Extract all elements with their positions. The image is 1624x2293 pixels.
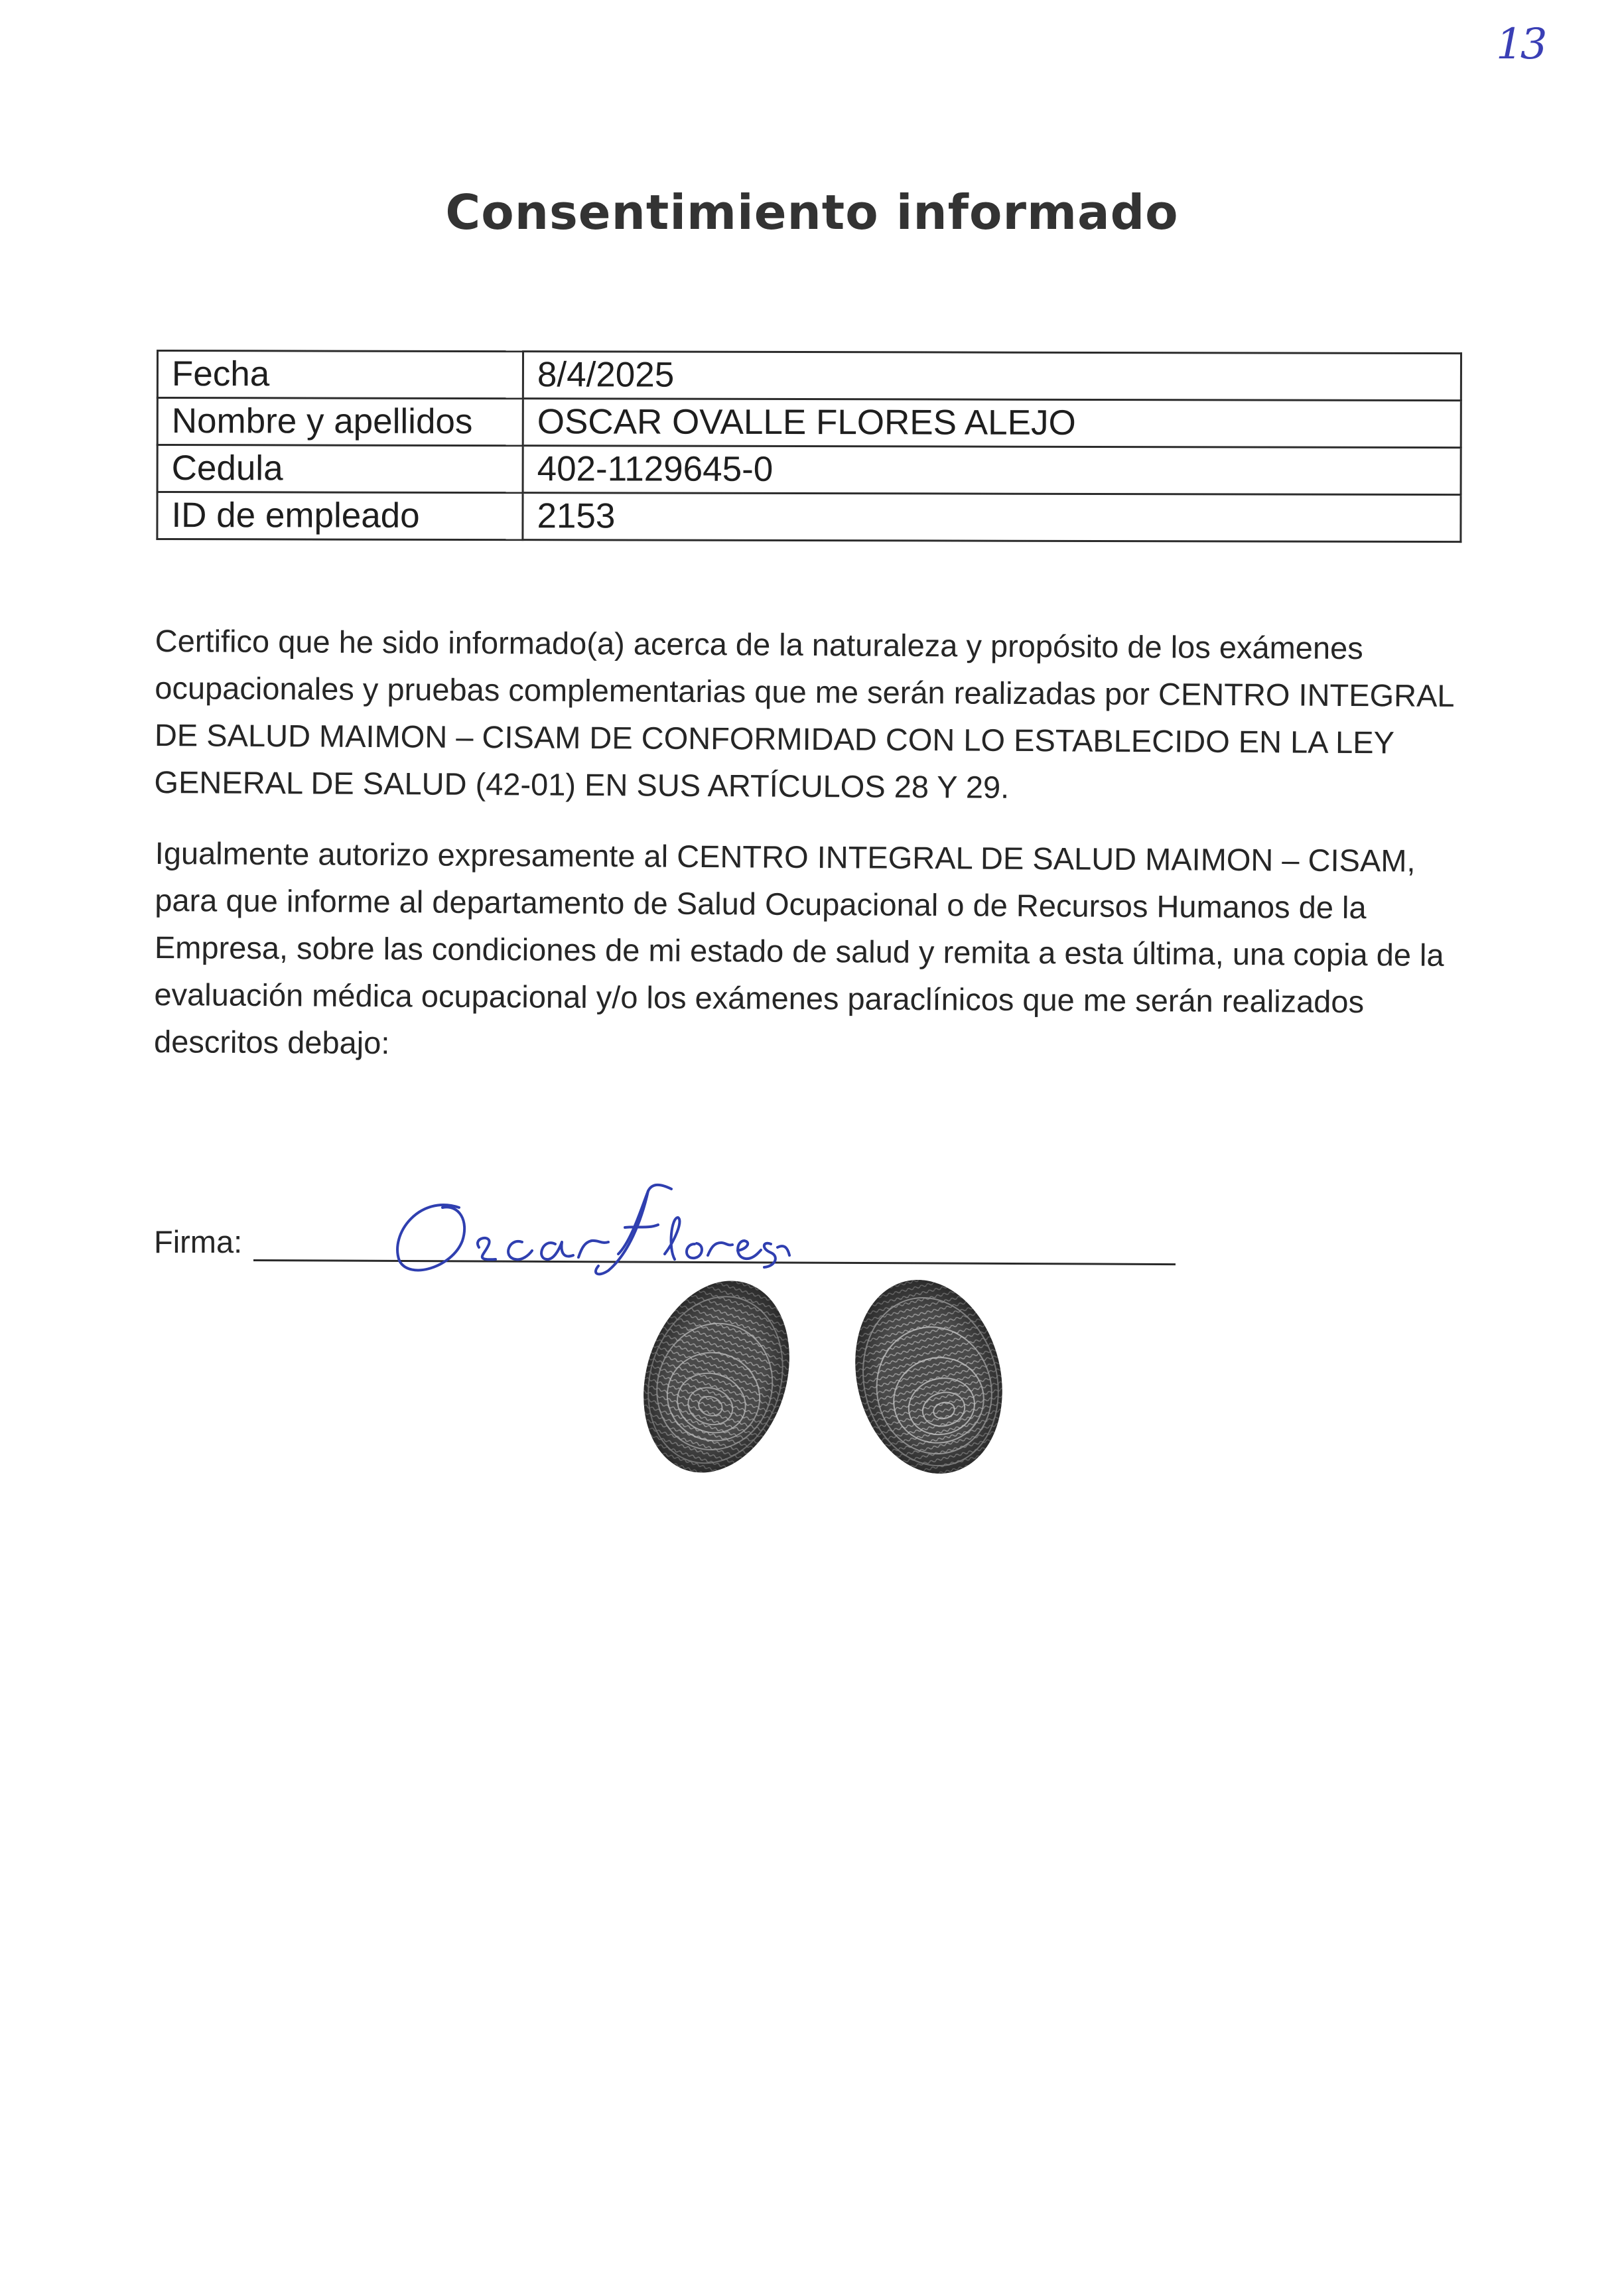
field-value: 402-1129645-0 bbox=[523, 446, 1461, 495]
handwritten-signature-icon bbox=[379, 1181, 884, 1281]
table-row-id-empleado bbox=[157, 492, 1461, 542]
field-value: 2153 bbox=[523, 493, 1461, 542]
page-number bbox=[1496, 20, 1569, 86]
document-title: Consentimiento informado bbox=[445, 184, 1179, 240]
page-number-text: 13 bbox=[1496, 20, 1545, 69]
field-label: ID de empleado bbox=[157, 492, 523, 540]
field-label: Nombre y apellidos bbox=[157, 398, 523, 446]
signature-block bbox=[154, 1181, 1189, 1281]
field-label: Cedula bbox=[157, 445, 523, 493]
signature-label: Firma: bbox=[154, 1224, 243, 1259]
consent-paragraph-2: Igualmente autorizo expresamente al CENTRO INTEGRAL DE SALUD MAIMON – CISAM, para que informe al departamento de Salud Ocupacional o de Recursos Humanos de la Empresa, sobre las condiciones de mi estado de salud y remita a esta última, una copia de la evaluación médica ocupacional y/o los exámenes paraclínicos que me serán realizados descritos debajo: bbox=[153, 835, 1444, 1061]
consent-paragraph-1: Certifico que he sido informado(a) acerca de la naturaleza y propósito de los exámenes ocupacionales y pruebas complementarias que me serán realizadas por CENTRO INTEGRAL DE SALUD MAIMON – CISAM DE CONFORMIDAD CON LO ESTABLECIDO EN LA LEY GENERAL DE SALUD (42-01) EN SUS ARTÍCULOS 28 Y 29. bbox=[154, 622, 1454, 805]
info-table bbox=[156, 350, 1462, 543]
field-value: OSCAR OVALLE FLORES ALEJO bbox=[523, 399, 1461, 448]
right-fingerprint bbox=[835, 1271, 1022, 1483]
left-fingerprint bbox=[637, 1271, 813, 1483]
table-row-cedula bbox=[157, 445, 1461, 495]
table-row-fecha bbox=[157, 351, 1461, 401]
fingerprints-icon bbox=[637, 1271, 1035, 1483]
field-label: Fecha bbox=[157, 351, 523, 399]
field-value: 8/4/2025 bbox=[523, 352, 1461, 401]
table-row-nombre bbox=[157, 398, 1461, 448]
